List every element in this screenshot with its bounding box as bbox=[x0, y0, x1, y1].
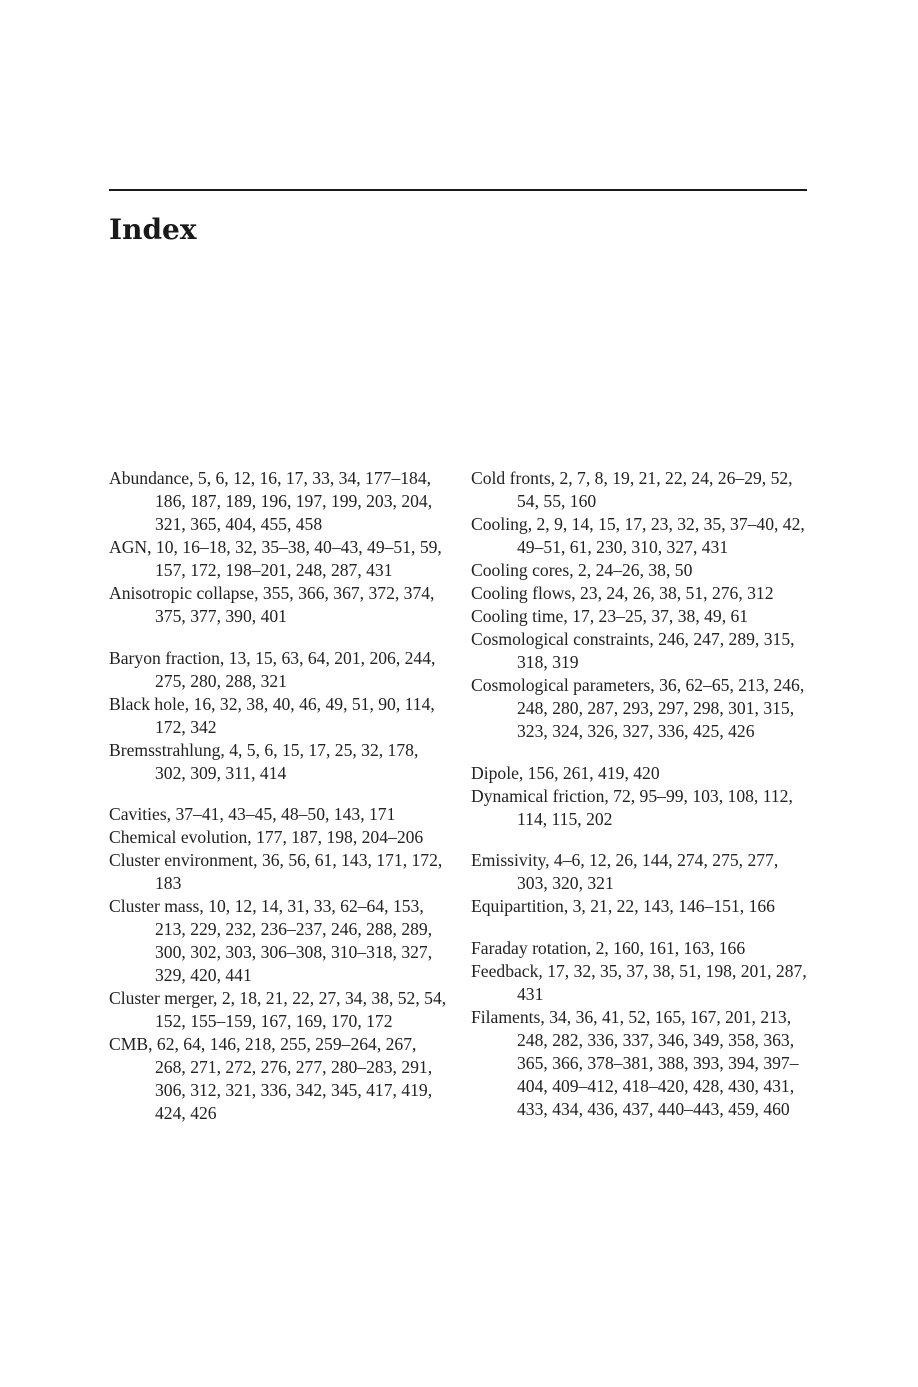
index-entry: Cold fronts, 2, 7, 8, 19, 21, 22, 24, 26–29, 52, 54, 55, 160 bbox=[471, 468, 793, 511]
index-entry: Baryon fraction, 13, 15, 63, 64, 201, 206, 244, 275, 280, 288, 321 bbox=[109, 647, 436, 691]
letter-group-gap bbox=[471, 831, 811, 850]
index-entry: Cooling flows, 23, 24, 26, 38, 51, 276, 312 bbox=[471, 583, 774, 603]
index-entry: Bremsstrahlung, 4, 5, 6, 15, 17, 25, 32, 178, 302, 309, 311, 414 bbox=[109, 739, 419, 783]
header-rule bbox=[109, 189, 807, 191]
letter-group-gap bbox=[109, 785, 449, 804]
index-entry: Cooling cores, 2, 24–26, 38, 50 bbox=[471, 560, 693, 580]
index-entry: Black hole, 16, 32, 38, 40, 46, 49, 51, 90, 114, 172, 342 bbox=[109, 693, 435, 737]
letter-group-gap bbox=[109, 628, 449, 647]
letter-group-gap bbox=[471, 918, 811, 937]
index-entry: Cosmological parameters, 36, 62–65, 213, 246, 248, 280, 287, 293, 297, 298, 301, 315, 323, 324, 326, 327, 336, 425, 426 bbox=[471, 675, 805, 741]
index-entry: Abundance, 5, 6, 12, 16, 17, 33, 34, 177–184, 186, 187, 189, 196, 197, 199, 203, 204, 321, 365, 404, 455, 458 bbox=[109, 468, 433, 534]
index-entry: CMB, 62, 64, 146, 218, 255, 259–264, 267, 268, 271, 272, 276, 277, 280–283, 291, 306, 312, 321, 336, 342, 345, 417, 419, 424, 426 bbox=[109, 1034, 433, 1123]
index-entry: Cluster environment, 36, 56, 61, 143, 171, 172, 183 bbox=[109, 850, 443, 893]
index-entry: Cluster mass, 10, 12, 14, 31, 33, 62–64, 153, 213, 229, 232, 236–237, 246, 288, 289, 300, 302, 303, 306–308, 310–318, 327, 329, 420, 441 bbox=[109, 896, 433, 985]
index-entry: Faraday rotation, 2, 160, 161, 163, 166 bbox=[471, 937, 746, 958]
index-entry: Emissivity, 4–6, 12, 26, 144, 274, 275, 277, 303, 320, 321 bbox=[471, 850, 779, 893]
index-column-right bbox=[471, 467, 811, 1121]
index-entry: Cavities, 37–41, 43–45, 48–50, 143, 171 bbox=[109, 804, 396, 824]
index-entry: Filaments, 34, 36, 41, 52, 165, 167, 201, 213, 248, 282, 336, 337, 346, 349, 358, 363, 365, 366, 378–381, 388, 393, 394, 397–404, 409–412, 418–420, 428, 430, 431, 433, 434, 436, 437, 440–443, 459, 460 bbox=[471, 1006, 799, 1119]
index-entry: Cooling, 2, 9, 14, 15, 17, 23, 32, 35, 37–40, 42, 49–51, 61, 230, 310, 327, 431 bbox=[471, 514, 805, 557]
index-column-left bbox=[109, 467, 449, 1125]
letter-group-gap bbox=[471, 743, 811, 762]
index-entry: Cosmological constraints, 246, 247, 289, 315, 318, 319 bbox=[471, 629, 795, 672]
page-title: Index bbox=[109, 213, 197, 246]
index-entry: AGN, 10, 16–18, 32, 35–38, 40–43, 49–51, 59, 157, 172, 198–201, 248, 287, 431 bbox=[109, 537, 442, 580]
index-entry: Cooling time, 17, 23–25, 37, 38, 49, 61 bbox=[471, 606, 749, 626]
index-entry: Dynamical friction, 72, 95–99, 103, 108, 112, 114, 115, 202 bbox=[471, 785, 793, 829]
index-entry: Dipole, 156, 261, 419, 420 bbox=[471, 762, 660, 783]
index-entry: Equipartition, 3, 21, 22, 143, 146–151, 166 bbox=[471, 896, 775, 916]
index-entry: Chemical evolution, 177, 187, 198, 204–206 bbox=[109, 827, 424, 847]
index-entry: Cluster merger, 2, 18, 21, 22, 27, 34, 38, 52, 54, 152, 155–159, 167, 169, 170, 172 bbox=[109, 988, 447, 1031]
index-entry: Anisotropic collapse, 355, 366, 367, 372, 374, 375, 377, 390, 401 bbox=[109, 583, 435, 626]
index-entry: Feedback, 17, 32, 35, 37, 38, 51, 198, 201, 287, 431 bbox=[471, 960, 807, 1004]
